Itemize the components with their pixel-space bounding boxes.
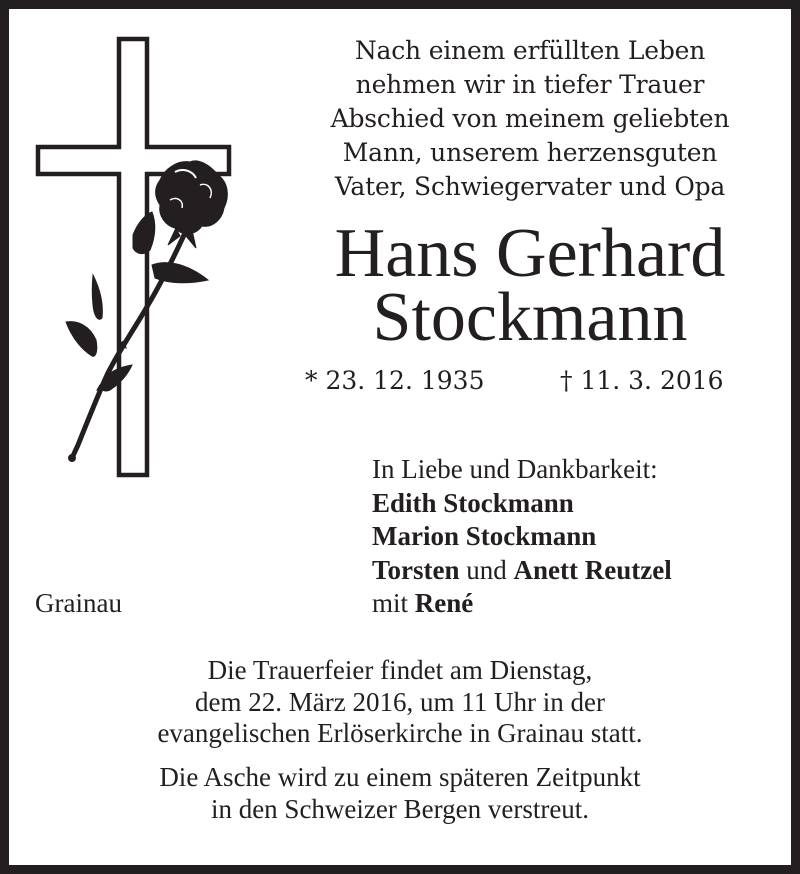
intro-text [285, 34, 775, 204]
ashes-line: in den Schweizer Bergen verstreut. [210, 793, 590, 824]
intro-line: Vater, Schwiegervater und Opa [334, 172, 726, 201]
signers-heading: In Liebe und Dankbarkeit: [372, 454, 658, 484]
cross-icon [38, 39, 229, 475]
ceremony-line: evangelischen Erlöserkirche in Grainau statt. [157, 718, 643, 748]
cross-with-rose-ornament [30, 30, 240, 485]
signer-name: René [414, 588, 474, 618]
signer-prefix: mit [372, 588, 415, 618]
signers-block [372, 453, 672, 621]
signer-name: Anett Reutzel [513, 554, 672, 585]
signer-name: Marion Stockmann [372, 521, 597, 551]
deceased-surname: Stockmann [372, 279, 688, 356]
intro-line: Abschied von meinem geliebten [330, 104, 730, 133]
deceased-first-names: Hans Gerhard [334, 215, 726, 292]
deceased-name [300, 215, 760, 356]
intro-line: nehmen wir in tiefer Trauer [355, 70, 705, 99]
signer-name: Torsten [372, 554, 460, 585]
ceremony-line: Die Trauerfeier findet am Dienstag, [207, 655, 593, 685]
signer-name: Edith Stockmann [372, 487, 574, 518]
birth-date: * 23. 12. 1935 [305, 366, 485, 395]
intro-line: Mann, unserem herzensguten [342, 138, 718, 167]
ashes-line: Die Asche wird zu einem späteren Zeitpunkt [159, 762, 641, 792]
signer-conjunction: und [459, 554, 514, 585]
ashes-info [40, 762, 760, 825]
death-date: † 11. 3. 2016 [560, 366, 724, 395]
place-name: Grainau [35, 588, 122, 618]
intro-line: Nach einem erfüllten Leben [354, 36, 706, 65]
ceremony-info [40, 655, 760, 750]
ceremony-line: dem 22. März 2016, um 11 Uhr in der [195, 686, 605, 717]
